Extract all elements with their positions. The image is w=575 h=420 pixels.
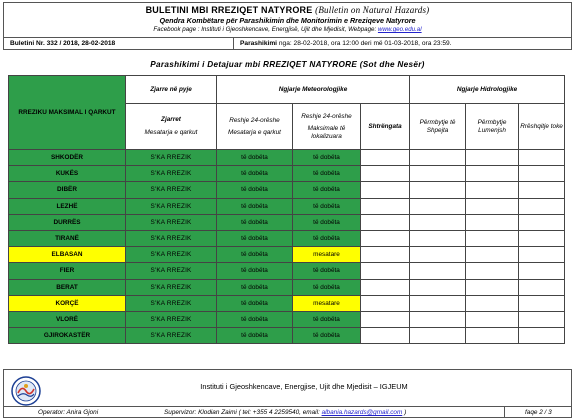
rain-average: të dobëta — [217, 182, 293, 198]
fire-sub-b: Mesatarja e qarkut — [144, 129, 198, 136]
landslide-cell — [519, 198, 565, 214]
rain-avg-sub-a: Reshje 24-orëshe — [229, 116, 280, 124]
rain-average: të dobëta — [217, 263, 293, 279]
river-flood-cell — [466, 198, 519, 214]
fire-risk: S'KA RREZIK — [126, 166, 217, 182]
county-row — [9, 182, 565, 198]
rain-average: të dobëta — [217, 214, 293, 230]
flash-flood-cell — [410, 311, 466, 327]
rain-max-sub-a: Reshje 24-orëshe — [301, 112, 352, 120]
rain-maximum: të dobëta — [293, 263, 361, 279]
fire-risk: S'KA RREZIK — [126, 150, 217, 166]
bulletin-title — [4, 5, 571, 15]
county-row — [9, 263, 565, 279]
storm-cell — [361, 263, 410, 279]
river-flood-cell — [466, 247, 519, 263]
fire-risk: S'KA RREZIK — [126, 279, 217, 295]
rain-average: të dobëta — [217, 311, 293, 327]
rain-maximum: të dobëta — [293, 166, 361, 182]
county-row — [9, 311, 565, 327]
rain-max-subheader — [293, 104, 361, 150]
fire-risk: S'KA RREZIK — [126, 295, 217, 311]
river-flood-cell — [466, 279, 519, 295]
flash-flood-cell — [410, 214, 466, 230]
title-text: BULETINI MBI RREZIQET NATYRORE — [145, 5, 313, 15]
flash-flood-cell — [410, 263, 466, 279]
landslide-cell — [519, 230, 565, 246]
storm-cell — [361, 247, 410, 263]
rain-max-sub-b: Maksimale të lokalizuara — [307, 124, 346, 140]
county-name: KORÇË — [9, 295, 126, 311]
fire-risk: S'KA RREZIK — [126, 247, 217, 263]
landslide-cell — [519, 166, 565, 182]
fire-group-header: Zjarre në pyje — [126, 76, 217, 104]
fire-sub-a: Zjarret — [161, 116, 181, 123]
flash-flood-cell — [410, 295, 466, 311]
igjeum-logo-icon — [10, 375, 42, 407]
fire-risk: S'KA RREZIK — [126, 311, 217, 327]
landslide-subheader: Rrëshqitje toke — [519, 104, 565, 150]
webpage-label: Webpage: — [348, 26, 377, 33]
landslide-cell — [519, 279, 565, 295]
rain-average: të dobëta — [217, 328, 293, 344]
river-flood-cell — [466, 150, 519, 166]
meteo-group-header: Ngjarje Meteorologjike — [217, 76, 410, 104]
county-row — [9, 295, 565, 311]
county-row — [9, 328, 565, 344]
fire-subheader — [126, 104, 217, 150]
flash-flood-cell — [410, 328, 466, 344]
center-name: Qendra Kombëtare për Parashikimin dhe Monitorimin e Rreziqeve Natyrore — [159, 16, 416, 25]
rain-maximum: të dobëta — [293, 328, 361, 344]
storm-cell — [361, 311, 410, 327]
fire-risk: S'KA RREZIK — [126, 230, 217, 246]
webpage-link[interactable]: www.geo.edu.al — [377, 26, 422, 33]
landslide-cell — [519, 311, 565, 327]
rain-avg-sub-b: Mesatarja e qarkut — [228, 128, 281, 136]
rain-maximum: të dobëta — [293, 150, 361, 166]
county-row — [9, 230, 565, 246]
supervisor-close: ) — [404, 409, 407, 416]
title-english: (Bulletin on Natural Hazards) — [315, 5, 430, 15]
county-name: DURRËS — [9, 214, 126, 230]
flash-flood-cell — [410, 279, 466, 295]
landslide-cell — [519, 182, 565, 198]
bulletin-info-bar — [3, 37, 572, 50]
fire-risk: S'KA RREZIK — [126, 214, 217, 230]
storm-cell — [361, 295, 410, 311]
rain-maximum: mesatare — [293, 295, 361, 311]
county-name: GJIROKASTËR — [9, 328, 126, 344]
county-name: TIRANË — [9, 230, 126, 246]
hydro-group-header: Ngjarje Hidrologjike — [410, 76, 565, 104]
flash-flood-cell — [410, 166, 466, 182]
storm-cell — [361, 230, 410, 246]
storm-cell — [361, 166, 410, 182]
river-flood-cell — [466, 214, 519, 230]
county-name: VLORË — [9, 311, 126, 327]
rain-avg-subheader — [217, 104, 293, 150]
county-row — [9, 214, 565, 230]
landslide-cell — [519, 247, 565, 263]
rain-maximum: të dobëta — [293, 230, 361, 246]
rain-average: të dobëta — [217, 150, 293, 166]
landslide-cell — [519, 328, 565, 344]
rain-maximum: të dobëta — [293, 198, 361, 214]
rain-maximum: të dobëta — [293, 279, 361, 295]
bulletin-footer — [3, 369, 572, 418]
bulletin-number: Buletini Nr. 332 / 2018, 28-02-2018 — [4, 38, 234, 49]
county-row — [9, 247, 565, 263]
storm-cell — [361, 182, 410, 198]
storm-cell — [361, 214, 410, 230]
section-title: Parashikimi i Detajuar mbi RREZIQET NATYRORE (Sot dhe Nesër) — [150, 60, 425, 69]
county-row — [9, 279, 565, 295]
hazard-table — [8, 75, 565, 344]
flash-flood-subheader: Përmbytje të Shpejta — [410, 104, 466, 150]
storm-cell — [361, 279, 410, 295]
forecast-label: Parashikimi — [240, 40, 278, 47]
landslide-cell — [519, 295, 565, 311]
river-flood-cell — [466, 182, 519, 198]
storm-cell — [361, 328, 410, 344]
fire-risk: S'KA RREZIK — [126, 328, 217, 344]
rain-maximum: të dobëta — [293, 311, 361, 327]
rain-average: të dobëta — [217, 247, 293, 263]
storm-cell — [361, 198, 410, 214]
bulletin-page — [3, 2, 572, 418]
county-name: BERAT — [9, 279, 126, 295]
rain-maximum: të dobëta — [293, 182, 361, 198]
bulletin-header — [3, 2, 572, 37]
county-name: LEZHË — [9, 198, 126, 214]
page-number: faqe 2 / 3 — [504, 407, 571, 418]
forecast-period — [234, 40, 452, 47]
flash-flood-cell — [410, 198, 466, 214]
rain-average: të dobëta — [217, 230, 293, 246]
county-name: SHKODËR — [9, 150, 126, 166]
operator-name: Operator: Anira Gjoni — [38, 409, 99, 416]
forecast-text: nga: 28-02-2018, ora 12:00 deri më 01-03-2018, ora 23:59. — [277, 40, 452, 47]
county-row — [9, 166, 565, 182]
river-flood-cell — [466, 328, 519, 344]
institute-name: Instituti i Gjeoshkencave, Energjise, Ujit dhe Mjedisit – IGJEUM — [200, 382, 408, 391]
fire-risk: S'KA RREZIK — [126, 182, 217, 198]
county-column-header: RREZIKU MAKSIMAL I QARKUT — [9, 76, 126, 150]
links-line — [4, 26, 571, 33]
fire-risk: S'KA RREZIK — [126, 198, 217, 214]
supervisor-contact — [154, 409, 504, 416]
county-rows — [9, 150, 565, 344]
rain-average: të dobëta — [217, 166, 293, 182]
rain-maximum: mesatare — [293, 247, 361, 263]
email-link[interactable]: albania.hazards@gmail.com — [321, 409, 403, 416]
landslide-cell — [519, 214, 565, 230]
flash-flood-cell — [410, 230, 466, 246]
river-flood-cell — [466, 263, 519, 279]
landslide-cell — [519, 263, 565, 279]
rain-maximum: të dobëta — [293, 214, 361, 230]
rain-average: të dobëta — [217, 295, 293, 311]
county-name: ELBASAN — [9, 247, 126, 263]
county-row — [9, 150, 565, 166]
footer-contact-line — [4, 406, 571, 418]
county-row — [9, 198, 565, 214]
county-name: KUKËS — [9, 166, 126, 182]
rain-average: të dobëta — [217, 279, 293, 295]
storm-subheader: Shtrëngata — [361, 104, 410, 150]
rain-average: të dobëta — [217, 198, 293, 214]
river-flood-cell — [466, 166, 519, 182]
flash-flood-cell — [410, 182, 466, 198]
river-flood-cell — [466, 230, 519, 246]
river-flood-cell — [466, 311, 519, 327]
storm-cell — [361, 150, 410, 166]
landslide-cell — [519, 150, 565, 166]
river-flood-cell — [466, 295, 519, 311]
supervisor-text: Supervizor: Klodian Zaimi ( tel: +355 4 2259540, email: — [164, 409, 320, 416]
fire-risk: S'KA RREZIK — [126, 263, 217, 279]
facebook-label: Facebook page : Instituti i Gjeoshkencave, Energjisë, Ujit dhe Mjedisit, — [153, 26, 347, 33]
flash-flood-cell — [410, 150, 466, 166]
county-name: FIER — [9, 263, 126, 279]
county-name: DIBËR — [9, 182, 126, 198]
flash-flood-cell — [410, 247, 466, 263]
river-flood-subheader: Përmbytje Lumenjsh — [466, 104, 519, 150]
